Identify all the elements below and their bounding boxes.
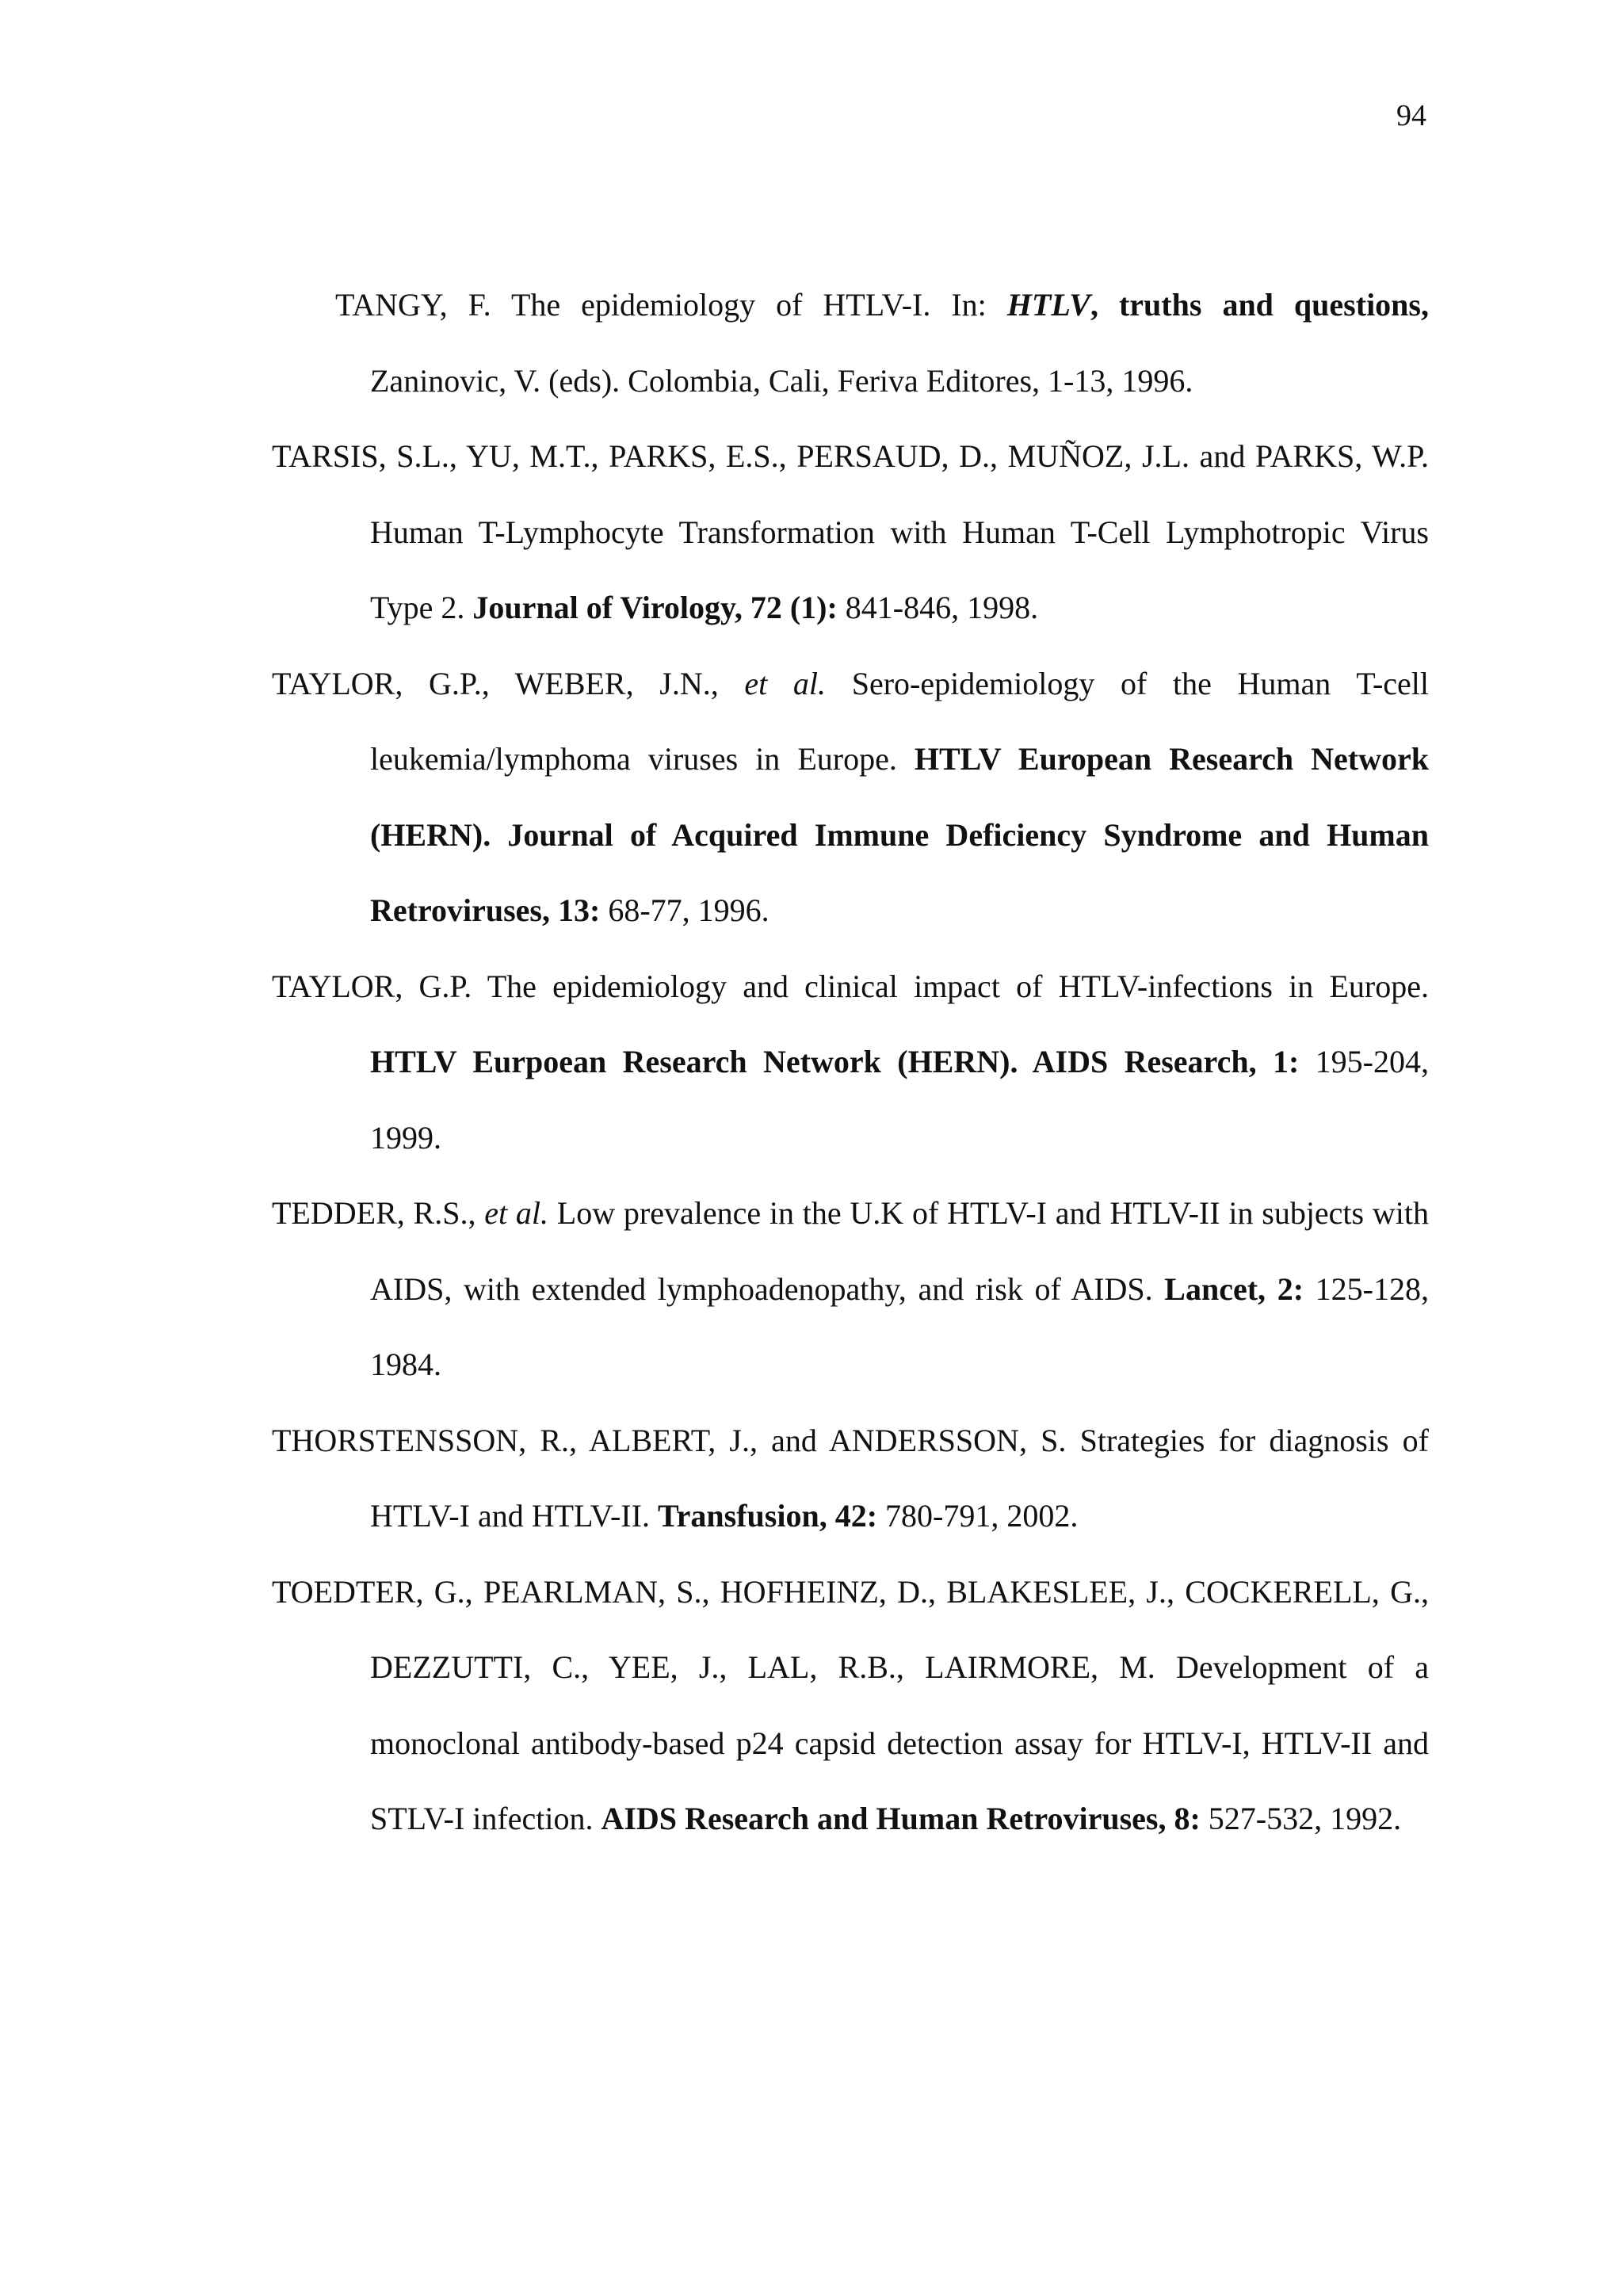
reference-text: Low prevalence in the U.K of HTLV-I and HTLV-II in subjects with AIDS, with extended lymphoadenopathy, and risk of AIDS. [370, 1195, 1430, 1307]
reference-text: 125-128, 1984. [370, 1270, 1429, 1382]
reference-entry-tangy [272, 267, 1429, 418]
reference-source: HTLV Eurpoean Research Network (HERN). AIDS Research, 1: [370, 1044, 1300, 1079]
page-number: 94 [1396, 99, 1426, 132]
reference-text: TEDDER, R.S., [272, 1195, 485, 1231]
reference-text: TAYLOR, G.P., WEBER, J.N., [272, 665, 745, 701]
reference-text: 780-791, 2002. [877, 1498, 1079, 1534]
reference-text: 195-204, 1999. [370, 1044, 1429, 1156]
reference-text: Zaninovic, V. (eds). Colombia, Cali, Feriva Editores, 1-13, 1996. [370, 362, 1193, 399]
reference-text: THORSTENSSON, R., ALBERT, J., and ANDERSSON, S. Strategies for diagnosis of HTLV-I and HTLV-II. [272, 1422, 1429, 1534]
reference-entry-tarsis [272, 418, 1429, 646]
reference-text: 527-532, 1992. [1200, 1801, 1402, 1836]
reference-entry-taylor-weber [272, 646, 1429, 949]
reference-text: TOEDTER, G., PEARLMAN, S., HOFHEINZ, D., BLAKESLEE, J., COCKERELL, G., DEZZUTTI, C., YEE, J., LAL, R.B., LAIRMORE, M. Development of a monoclonal antibody-based p24 capsid detection assay for HTLV-I, HTLV-II and STLV-I infection. [272, 1573, 1429, 1836]
reference-emphasis: et al. [744, 665, 827, 701]
reference-text: TAYLOR, G.P. The epidemiology and clinical impact of HTLV-infections in Europe. [272, 968, 1429, 1004]
reference-source: AIDS Research and Human Retroviruses, 8: [601, 1801, 1201, 1836]
reference-entry-toedter [272, 1554, 1429, 1857]
reference-text: 68-77, 1996. [600, 892, 769, 928]
reference-entry-taylor [272, 949, 1429, 1176]
reference-list [272, 267, 1429, 1857]
reference-entry-thorstensson [272, 1403, 1429, 1554]
reference-source: , truths and questions, [1090, 287, 1429, 323]
reference-text: TARSIS, S.L., YU, M.T., PARKS, E.S., PERSAUD, D., MUÑOZ, J.L. and PARKS, W.P. Human T-Lymphocyte Transformation with Human T-Cell Lymphotropic Virus Type 2. [272, 438, 1429, 625]
reference-source: Lancet, 2: [1164, 1270, 1304, 1307]
reference-text: Sero-epidemiology of the Human T-cell leukemia/lymphoma viruses in Europe. [370, 665, 1430, 777]
reference-text: TANGY, F. The epidemiology of HTLV-I. In: [335, 287, 1007, 323]
reference-source: Transfusion, 42: [657, 1498, 878, 1534]
reference-source: Journal of Virology, 72 (1): [472, 590, 838, 625]
reference-text: 841-846, 1998. [837, 590, 1039, 625]
reference-entry-tedder [272, 1175, 1429, 1403]
reference-emphasis: HTLV [1006, 287, 1090, 323]
reference-emphasis: et al. [484, 1195, 549, 1231]
reference-source: HTLV European Research Network (HERN). Journal of Acquired Immune Deficiency Syndrome and Human Retroviruses, 13: [370, 741, 1429, 928]
